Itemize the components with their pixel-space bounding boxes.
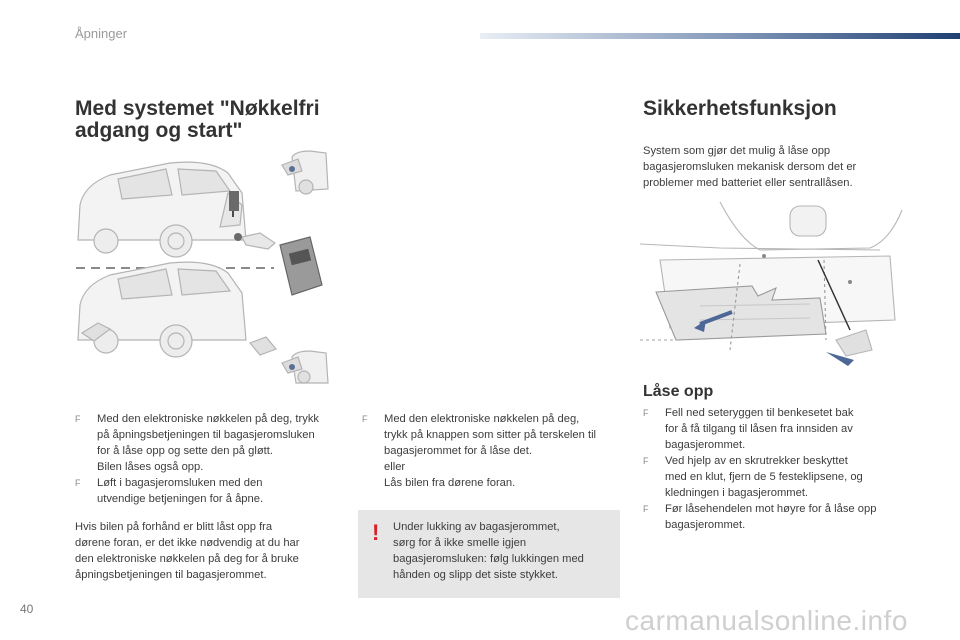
intro-line: System som gjør det mulig å låse opp xyxy=(643,145,831,157)
bullet-line: bagasjerommet. xyxy=(665,439,746,451)
warning-line: hånden og slipp det siste stykket. xyxy=(393,569,558,581)
left-bullet-2 xyxy=(75,475,345,507)
bullet-line: med en klut, fjern de 5 festeklipsene, og xyxy=(665,471,863,483)
left-note xyxy=(75,519,345,583)
bullet-line: Løft i bagasjeromsluken med den xyxy=(97,477,263,489)
middle-bullet-1 xyxy=(362,411,622,491)
bullet-marker: F xyxy=(75,414,81,424)
note-line: den elektroniske nøkkelen på deg for å bruke xyxy=(75,553,299,565)
bullet-line: Med den elektroniske nøkkelen på deg, xyxy=(384,413,580,425)
bullet-line: på åpningsbetjeningen til bagasjeromsluken xyxy=(97,429,315,441)
bullet-line: bagasjerommet. xyxy=(665,519,746,531)
left-title xyxy=(75,98,345,142)
right-bullet-3 xyxy=(643,501,933,533)
warning-line: sørg for å ikke smelle igjen xyxy=(393,537,527,549)
warning-line: bagasjeromsluken: følg lukkingen med xyxy=(393,553,584,565)
left-title-line2: adgang og start" xyxy=(75,119,243,142)
bullet-line: Fell ned seteryggen til benkesetet bak xyxy=(665,407,854,419)
trunk-lock-illustration xyxy=(640,200,905,370)
right-bullet-2 xyxy=(643,453,933,501)
bullet-marker: F xyxy=(643,408,649,418)
section-label: Åpninger xyxy=(75,26,128,41)
bullet-line: Bilen låses også opp. xyxy=(97,461,204,473)
bullet-line: Før låsehendelen mot høyre for å låse opp xyxy=(665,503,877,515)
bullet-line: trykk på knappen som sitter på terskelen til xyxy=(384,429,597,441)
bullet-line: Lås bilen fra dørene foran. xyxy=(384,477,516,489)
right-bullet-list xyxy=(643,405,933,533)
left-bullet-1 xyxy=(75,411,345,475)
bullet-line: Ved hjelp av en skrutrekker beskyttet xyxy=(665,455,848,467)
bullet-marker: F xyxy=(643,456,649,466)
page-number: 40 xyxy=(20,602,34,616)
bullet-line: for å få tilgang til låsen fra innsiden av xyxy=(665,423,853,435)
car-keyless-illustration xyxy=(70,145,340,385)
note-line: dørene foran, er det ikke nødvendig at du har xyxy=(75,537,300,549)
bullet-marker: F xyxy=(362,414,368,424)
right-intro xyxy=(643,143,923,191)
note-line: Hvis bilen på forhånd er blitt låst opp fra xyxy=(75,521,273,533)
warning-line: Under lukking av bagasjerommet, xyxy=(393,521,560,533)
left-title-line1: Med systemet "Nøkkelfri xyxy=(75,97,320,120)
bullet-line: eller xyxy=(384,461,406,473)
left-bullet-list xyxy=(75,411,345,507)
right-title: Sikkerhetsfunksjon xyxy=(643,97,837,120)
bullet-line: bagasjerommet for å låse det. xyxy=(384,445,532,457)
middle-bullet-list xyxy=(362,411,622,491)
intro-line: bagasjeromsluken mekanisk dersom det er xyxy=(643,161,857,173)
warning-box xyxy=(358,510,620,598)
bullet-marker: F xyxy=(75,478,81,488)
bullet-line: for å låse opp og sette den på gløtt. xyxy=(97,445,274,457)
right-subtitle: Låse opp xyxy=(643,383,714,400)
bullet-line: utvendige betjeningen for å åpne. xyxy=(97,493,264,505)
bullet-line: Med den elektroniske nøkkelen på deg, trykk xyxy=(97,413,320,425)
warning-icon: ! xyxy=(372,520,380,545)
intro-line: problemer med batteriet eller sentrallåsen. xyxy=(643,177,853,189)
bullet-line: kledningen i bagasjerommet. xyxy=(665,487,809,499)
watermark: carmanualsonline.info xyxy=(625,605,908,636)
warning-text xyxy=(393,519,611,583)
header-bar xyxy=(480,33,960,39)
right-bullet-1 xyxy=(643,405,933,453)
bullet-marker: F xyxy=(643,504,649,514)
note-line: åpningsbetjeningen til bagasjerommet. xyxy=(75,569,267,581)
